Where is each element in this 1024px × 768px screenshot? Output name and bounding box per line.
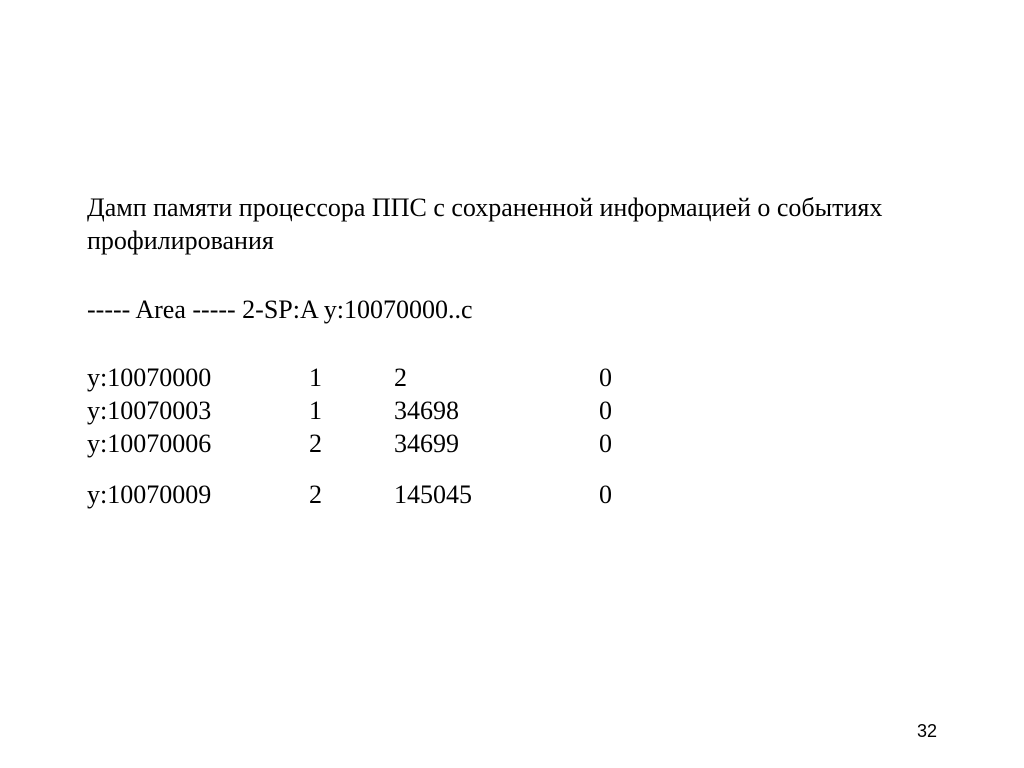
dump-value-2: 34698: [394, 396, 459, 425]
dump-value-3: 0: [599, 363, 612, 392]
dump-value-2: 34699: [394, 429, 459, 458]
slide-title: Дамп памяти процессора ППС с сохраненной информацией о событиях профилирования: [87, 193, 883, 255]
slide-body: [87, 191, 947, 257]
dump-value-3: 0: [599, 480, 612, 509]
dump-address: y:10070009: [87, 480, 212, 509]
dump-value-1: 1: [309, 396, 322, 425]
dump-value-3: 0: [599, 396, 612, 425]
dump-address: y:10070003: [87, 396, 212, 425]
dump-value-2: 145045: [394, 480, 472, 509]
dump-value-1: 1: [309, 363, 322, 392]
dump-value-1: 2: [309, 480, 322, 509]
dump-value-2: 2: [394, 363, 407, 392]
page-number: 32: [916, 721, 937, 741]
memory-area-header: ----- Area ----- 2-SP:A y:10070000..c: [87, 295, 473, 324]
dump-value-1: 2: [309, 429, 322, 458]
dump-value-3: 0: [599, 429, 612, 458]
dump-address: y:10070006: [87, 429, 212, 458]
dump-address: y:10070000: [87, 363, 212, 392]
